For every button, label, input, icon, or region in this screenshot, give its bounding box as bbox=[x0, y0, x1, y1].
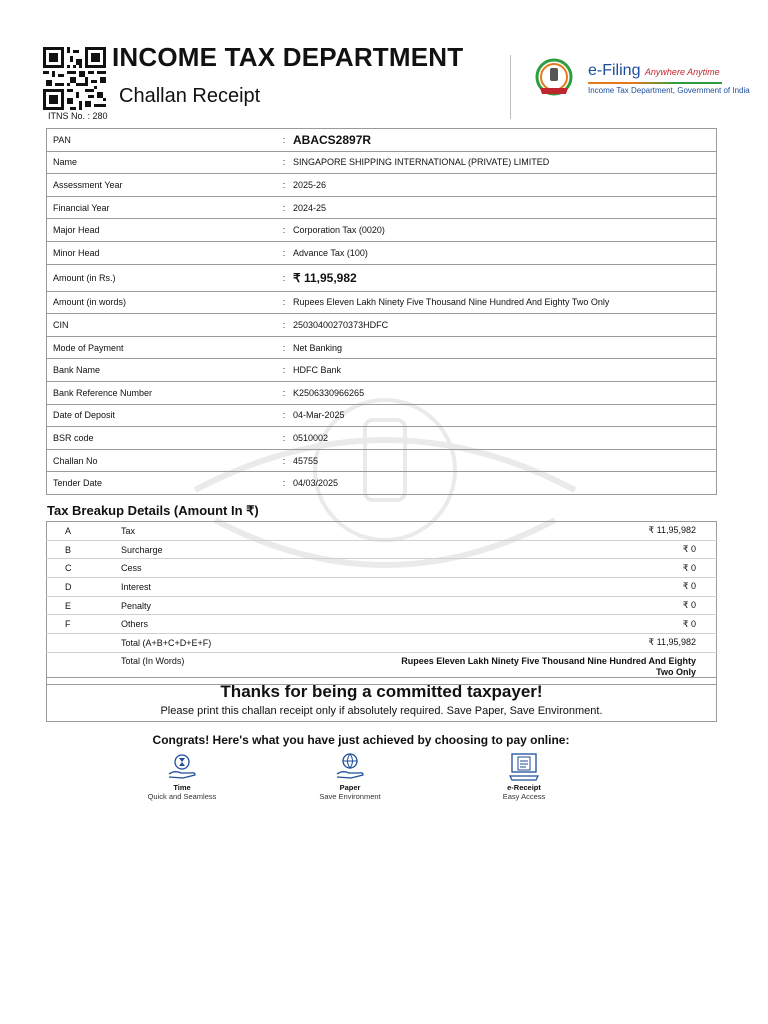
department-title: INCOME TAX DEPARTMENT bbox=[112, 42, 464, 72]
detail-row-mode-of-payment bbox=[47, 336, 717, 359]
tax-breakup-table bbox=[46, 521, 717, 685]
detail-separator: : bbox=[281, 427, 287, 450]
detail-value: K2506330966265 bbox=[287, 381, 717, 404]
detail-label: Date of Deposit bbox=[47, 404, 282, 427]
detail-label: BSR code bbox=[47, 427, 282, 450]
document-screen-icon bbox=[507, 752, 541, 782]
detail-separator: : bbox=[281, 174, 287, 197]
hourglass-hand-icon bbox=[165, 752, 199, 782]
detail-row-bank-name bbox=[47, 359, 717, 382]
detail-separator: : bbox=[281, 196, 287, 219]
detail-label: Financial Year bbox=[47, 196, 282, 219]
detail-value: Net Banking bbox=[287, 336, 717, 359]
breakup-letter: C bbox=[47, 559, 116, 578]
detail-row-financial-year bbox=[47, 196, 717, 219]
detail-value: 2025-26 bbox=[287, 174, 717, 197]
efiling-logo-text: e-Filing bbox=[588, 62, 641, 79]
detail-row-bsr-code bbox=[47, 427, 717, 450]
detail-separator: : bbox=[281, 404, 287, 427]
benefit-subtitle: Save Environment bbox=[319, 792, 381, 801]
breakup-row bbox=[47, 522, 717, 541]
efiling-logo-subtitle: Income Tax Department, Government of India bbox=[588, 86, 750, 95]
detail-label: Amount (in Rs.) bbox=[47, 264, 282, 291]
detail-row-assessment-year bbox=[47, 174, 717, 197]
detail-label: Challan No bbox=[47, 449, 282, 472]
breakup-letter: D bbox=[47, 578, 116, 597]
detail-separator: : bbox=[281, 241, 287, 264]
breakup-letter: B bbox=[47, 540, 116, 559]
breakup-row bbox=[47, 615, 717, 634]
benefits-heading: Congrats! Here's what you have just achieved by choosing to pay online: bbox=[152, 733, 570, 747]
detail-row-name bbox=[47, 151, 717, 174]
detail-value: 0510002 bbox=[287, 427, 717, 450]
detail-row-date-of-deposit bbox=[47, 404, 717, 427]
breakup-total-amount: ₹ 11,95,982 bbox=[270, 634, 717, 653]
breakup-amount: ₹ 0 bbox=[270, 578, 717, 597]
detail-row-tender-date bbox=[47, 472, 717, 495]
detail-value: 04/03/2025 bbox=[287, 472, 717, 495]
detail-value: HDFC Bank bbox=[287, 359, 717, 382]
benefit-paper bbox=[295, 752, 405, 801]
detail-row-pan bbox=[47, 129, 717, 152]
benefit-title: e-Receipt bbox=[507, 783, 541, 792]
detail-value: ABACS2897R bbox=[287, 129, 717, 152]
detail-label: Amount (in words) bbox=[47, 291, 282, 314]
benefit-time bbox=[127, 752, 237, 801]
detail-label: Minor Head bbox=[47, 241, 282, 264]
breakup-letter: F bbox=[47, 615, 116, 634]
detail-separator: : bbox=[281, 449, 287, 472]
breakup-amount: ₹ 0 bbox=[270, 559, 717, 578]
breakup-heading: Tax Breakup Details (Amount In ₹) bbox=[47, 503, 259, 518]
detail-separator: : bbox=[281, 359, 287, 382]
breakup-name: Surcharge bbox=[115, 540, 270, 559]
breakup-letter: A bbox=[47, 522, 116, 541]
detail-row-bank-reference bbox=[47, 381, 717, 404]
qr-code bbox=[43, 47, 106, 110]
detail-row-amount-words bbox=[47, 291, 717, 314]
benefit-title: Time bbox=[173, 783, 191, 792]
breakup-row bbox=[47, 559, 717, 578]
breakup-name: Tax bbox=[115, 522, 270, 541]
detail-separator: : bbox=[281, 314, 287, 337]
detail-value: ₹ 11,95,982 bbox=[287, 264, 717, 291]
detail-label: PAN bbox=[47, 129, 282, 152]
benefit-subtitle: Quick and Seamless bbox=[147, 792, 217, 801]
breakup-amount: ₹ 0 bbox=[270, 596, 717, 615]
breakup-row bbox=[47, 596, 717, 615]
efiling-logo bbox=[588, 62, 720, 80]
detail-row-minor-head bbox=[47, 241, 717, 264]
detail-value: Corporation Tax (0020) bbox=[287, 219, 717, 242]
detail-value: SINGAPORE SHIPPING INTERNATIONAL (PRIVATE) LIMITED bbox=[287, 151, 717, 174]
detail-row-cin bbox=[47, 314, 717, 337]
thanks-box bbox=[46, 677, 717, 722]
detail-label: Name bbox=[47, 151, 282, 174]
breakup-words-line1: Rupees Eleven Lakh Ninety Five Thousand Nine Hundred And Eighty bbox=[401, 655, 696, 666]
detail-separator: : bbox=[281, 291, 287, 314]
detail-separator: : bbox=[281, 219, 287, 242]
detail-value: 04-Mar-2025 bbox=[287, 404, 717, 427]
detail-label: Mode of Payment bbox=[47, 336, 282, 359]
efiling-emblem-icon bbox=[532, 58, 584, 100]
thanks-note: Please print this challan receipt only if absolutely required. Save Paper, Save Environment. bbox=[160, 705, 603, 717]
benefit-title: Paper bbox=[339, 783, 361, 792]
page-subtitle: Challan Receipt bbox=[119, 85, 261, 107]
detail-separator: : bbox=[281, 472, 287, 495]
efiling-tagline: Anywhere Anytime bbox=[644, 67, 720, 77]
detail-value: Rupees Eleven Lakh Ninety Five Thousand Nine Hundred And Eighty Two Only bbox=[287, 291, 717, 314]
breakup-name: Others bbox=[115, 615, 270, 634]
detail-row-amount bbox=[47, 264, 717, 291]
logo-underline bbox=[588, 82, 722, 84]
breakup-letter: E bbox=[47, 596, 116, 615]
detail-label: Bank Reference Number bbox=[47, 381, 282, 404]
globe-hand-icon bbox=[333, 752, 367, 782]
breakup-name: Interest bbox=[115, 578, 270, 597]
detail-separator: : bbox=[281, 129, 287, 152]
detail-label: Tender Date bbox=[47, 472, 282, 495]
breakup-row bbox=[47, 540, 717, 559]
detail-row-challan-no bbox=[47, 449, 717, 472]
thanks-title: Thanks for being a committed taxpayer! bbox=[220, 682, 543, 701]
detail-label: Assessment Year bbox=[47, 174, 282, 197]
benefit-ereceipt bbox=[469, 752, 579, 801]
detail-label: Bank Name bbox=[47, 359, 282, 382]
detail-label: CIN bbox=[47, 314, 282, 337]
itns-number: ITNS No. : 280 bbox=[48, 111, 108, 121]
detail-separator: : bbox=[281, 151, 287, 174]
header-divider bbox=[510, 55, 511, 119]
breakup-total-label: Total (A+B+C+D+E+F) bbox=[115, 634, 270, 653]
breakup-name: Penalty bbox=[115, 596, 270, 615]
detail-separator: : bbox=[281, 336, 287, 359]
detail-separator: : bbox=[281, 264, 287, 291]
breakup-amount: ₹ 0 bbox=[270, 540, 717, 559]
breakup-words-label: Total (In Words) bbox=[121, 655, 185, 666]
detail-row-major-head bbox=[47, 219, 717, 242]
challan-details-table bbox=[46, 128, 717, 495]
detail-value: Advance Tax (100) bbox=[287, 241, 717, 264]
breakup-amount: ₹ 11,95,982 bbox=[270, 522, 717, 541]
detail-value: 25030400270373HDFC bbox=[287, 314, 717, 337]
breakup-words-line2: Two Only bbox=[656, 666, 696, 677]
detail-separator: : bbox=[281, 381, 287, 404]
breakup-row bbox=[47, 578, 717, 597]
benefit-subtitle: Easy Access bbox=[502, 792, 546, 801]
detail-value: 2024-25 bbox=[287, 196, 717, 219]
breakup-amount: ₹ 0 bbox=[270, 615, 717, 634]
detail-value: 45755 bbox=[287, 449, 717, 472]
breakup-total-row bbox=[47, 634, 717, 653]
detail-label: Major Head bbox=[47, 219, 282, 242]
breakup-name: Cess bbox=[115, 559, 270, 578]
